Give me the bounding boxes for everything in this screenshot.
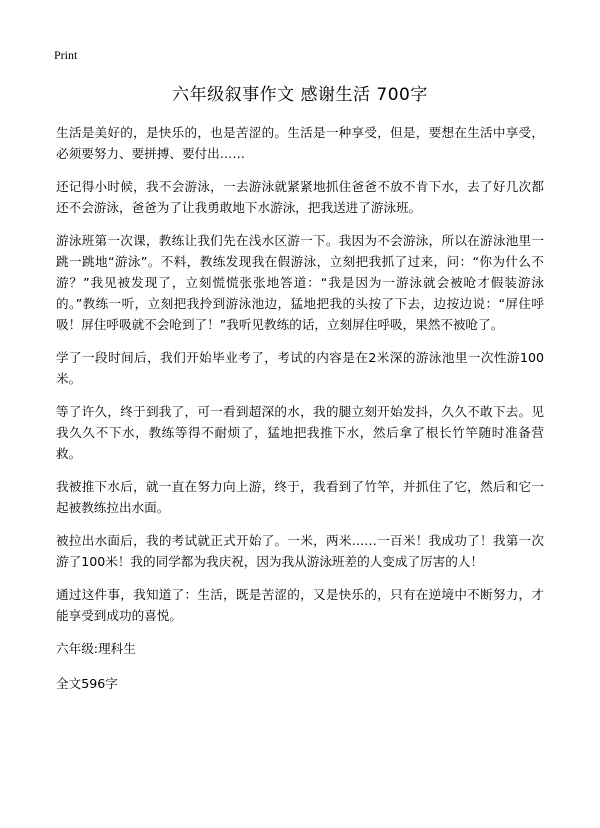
author-line: 六年级:理科生 xyxy=(56,641,136,656)
paragraph-4: 学了一段时间后，我们开始毕业考了，考试的内容是在2米深的游泳池里一次性游100米。 xyxy=(56,350,544,386)
paragraph-1: 生活是美好的，是快乐的，也是苦涩的。生活是一种享受，但是，要想在生活中享受，必须要努力、要拼搏、要付出…… xyxy=(56,125,544,161)
paragraph-2: 还记得小时候，我不会游泳，一去游泳就紧紧地抓住爸爸不放不肯下水，去了好几次都还不会游泳，爸爸为了让我勇敢地下水游泳，把我送进了游泳班。 xyxy=(56,179,544,215)
paragraph-7: 被拉出水面后，我的考试就正式开始了。一米，两米……一百米！我成功了！我第一次游了100米！我的同学都为我庆祝，因为我从游泳班差的人变成了厉害的人！ xyxy=(56,533,544,569)
print-link[interactable]: Print xyxy=(54,48,78,62)
paragraph-6: 我被推下水后，就一直在努力向上游，终于，我看到了竹竿，并抓住了它，然后和它一起被教练拉出水面。 xyxy=(56,479,544,515)
paragraph-3: 游泳班第一次课，教练让我们先在浅水区游一下。我因为不会游泳，所以在游泳池里一跳一跳地“游泳”。不料，教练发现我在假游泳，立刻把我抓了过来，问：“你为什么不游？”我见被发现了，立刻慌慌张张地答道：“我是因为一游泳就会被呛才假装游泳的。”教练一听，立刻把我拎到游泳池边，猛地把我的头按了下去，边按边说：“屏住呼吸！屏住呼吸就不会呛到了！”我听见教练的话，立刻屏住呼吸，果然不被呛了。 xyxy=(56,233,544,332)
word-count: 全文596字 xyxy=(56,676,118,691)
paragraph-8: 通过这件事，我知道了：生活，既是苦涩的，又是快乐的，只有在逆境中不断努力，才能享受到成功的喜悦。 xyxy=(56,587,544,623)
paragraph-5: 等了许久，终于到我了，可一看到超深的水，我的腿立刻开始发抖，久久不敢下去。见我久久不下水，教练等得不耐烦了，猛地把我推下水，然后拿了根长竹竿随时准备营救。 xyxy=(56,404,544,461)
article-title: 六年级叙事作文 感谢生活 700字 xyxy=(172,85,428,105)
